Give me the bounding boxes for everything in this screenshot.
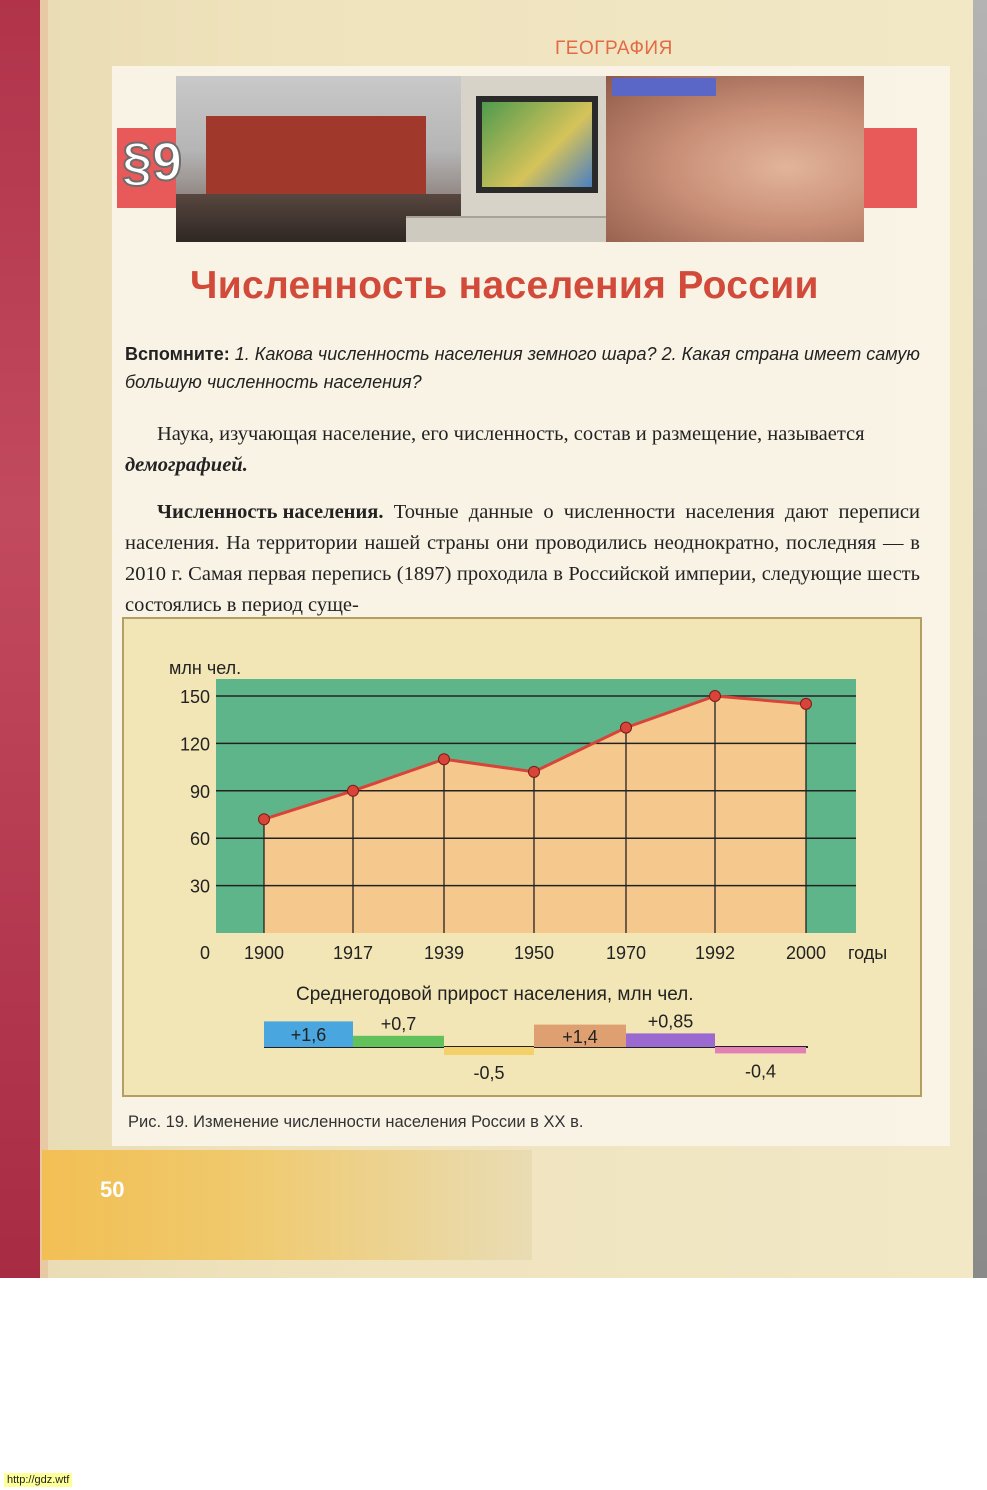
recall-block (125, 340, 925, 396)
growth-label: +1,4 (562, 1026, 598, 1047)
x-tick-label: 1950 (513, 943, 555, 963)
growth-bar (715, 1047, 806, 1053)
x-tick-label: 2000 (785, 943, 827, 963)
y-tick-label: 30 (189, 876, 210, 897)
section-heading: Численность населения. (157, 501, 384, 523)
page-edge-strip (0, 0, 40, 1278)
section-text: Точные данные о численности населения дают переписи населения. На территории нашей страны они проводились неоднократно, последняя — в 2010 г. Самая первая перепись (1897) проходила в Российской империи, следующие шесть состоялись в период суще- (125, 501, 920, 616)
origin-label: 0 (200, 943, 211, 963)
photo-keyboard (406, 216, 606, 242)
title-blue-band (612, 78, 716, 96)
data-point (259, 814, 270, 825)
growth-bar (353, 1036, 444, 1047)
source-watermark: http://gdz.wtf (4, 1473, 72, 1487)
bottom-decor-strip (42, 1150, 532, 1260)
intro-paragraph (125, 419, 920, 481)
paragraph-number: §9 (122, 132, 183, 192)
x-tick-label: 1939 (423, 943, 465, 963)
y-tick-label: 60 (189, 829, 210, 850)
data-point (621, 722, 632, 733)
growth-bar (444, 1047, 534, 1055)
page-right-edge (973, 0, 987, 1278)
population-figure (122, 617, 922, 1097)
population-chart (124, 619, 920, 1095)
subject-header: ГЕОГРАФИЯ (555, 38, 673, 59)
photo-baby-face (606, 76, 864, 242)
growth-label: -0,4 (744, 1061, 777, 1082)
data-point (710, 691, 721, 702)
growth-bar (626, 1033, 715, 1047)
recall-text: 1. Какова численность населения земного шара? 2. Какая страна имеет самую большую численность населения? (125, 344, 920, 392)
growth-label: +1,6 (290, 1025, 327, 1046)
data-point (529, 766, 540, 777)
y-tick-label: 90 (189, 781, 210, 802)
x-tick-label: 1992 (694, 943, 736, 963)
growth-title: Среднегодовой прирост населения, млн чел. (296, 984, 694, 1005)
photo-monitor-map (476, 96, 598, 193)
growth-label: -0,5 (473, 1063, 505, 1083)
section-paragraph (125, 497, 920, 621)
x-tick-label: 1917 (332, 943, 374, 963)
y-axis-label: млн чел. (169, 658, 242, 678)
data-point (348, 785, 359, 796)
y-tick-labels (180, 687, 210, 897)
growth-label: +0,7 (380, 1013, 417, 1034)
y-tick-label: 150 (179, 687, 210, 707)
x-tick-label: 1900 (243, 943, 285, 963)
photo-red-square-building (206, 116, 426, 206)
intro-term: демографией. (125, 454, 248, 476)
page-number: 50 (100, 1177, 125, 1202)
data-point (439, 754, 450, 765)
recall-label: Вспомните: (125, 344, 230, 364)
growth-bars-group (264, 1011, 808, 1083)
growth-label: +0,85 (647, 1011, 694, 1032)
x-tick-labels (244, 943, 826, 963)
y-tick-label: 120 (179, 734, 210, 755)
data-point (801, 698, 812, 709)
x-tick-label: 1970 (605, 943, 647, 963)
page-edge-border (40, 0, 48, 1278)
x-axis-label: годы (848, 943, 888, 963)
page-title: Численность населения России (190, 264, 819, 307)
figure-caption: Рис. 19. Изменение численности населения России в XX в. (128, 1113, 584, 1131)
intro-text: Наука, изучающая население, его численность, состав и размещение, называется (157, 423, 865, 445)
header-photo-collage (176, 76, 864, 242)
